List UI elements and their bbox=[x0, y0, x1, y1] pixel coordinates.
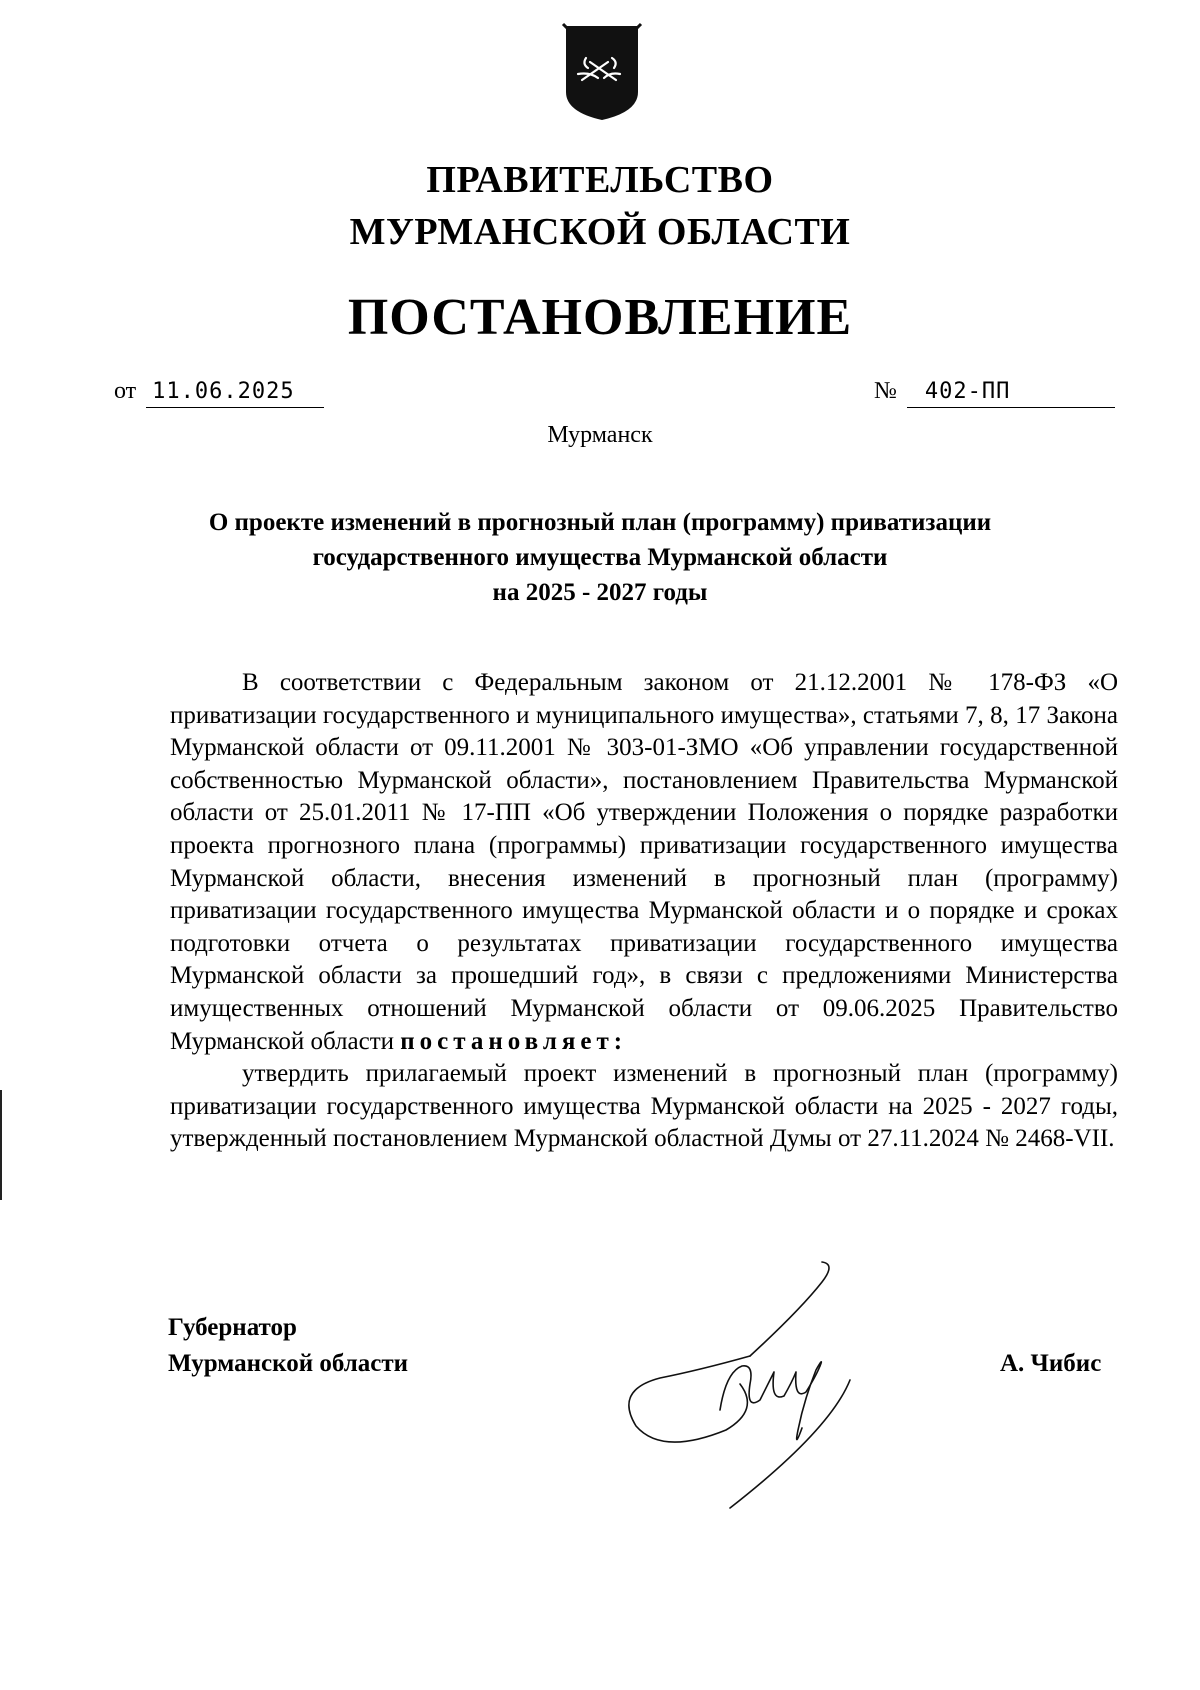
body-paragraph-1 bbox=[170, 667, 1118, 1058]
document-subject bbox=[150, 505, 1050, 610]
document-body bbox=[170, 667, 1118, 1156]
document-type: ПОСТАНОВЛЕНИЕ bbox=[347, 289, 853, 346]
number-prefix: № bbox=[874, 378, 897, 404]
date-prefix: от bbox=[114, 378, 137, 404]
subject-line-3: на 2025 - 2027 годы bbox=[492, 579, 708, 606]
document-number bbox=[874, 376, 1115, 408]
government-line-1: ПРАВИТЕЛЬСТВО bbox=[426, 159, 774, 201]
subject-line-1: О проекте изменений в прогнозный план (программу) приватизации bbox=[208, 509, 992, 536]
decree-word: постановляет: bbox=[400, 1027, 628, 1055]
role-line-2: Мурманской области bbox=[168, 1350, 409, 1377]
subject-line-2: государственного имущества Мурманской области bbox=[312, 544, 888, 571]
government-line-2: МУРМАНСКОЙ ОБЛАСТИ bbox=[349, 211, 851, 253]
signatory-name: А. Чибис bbox=[1000, 1350, 1102, 1377]
scan-margin-mark bbox=[0, 1090, 2, 1200]
role-line-1: Губернатор bbox=[168, 1314, 297, 1341]
date-value: 11.06.2025 bbox=[146, 377, 324, 408]
handwritten-signature bbox=[610, 1260, 900, 1510]
coat-of-arms-icon bbox=[560, 22, 644, 122]
city: Мурманск bbox=[547, 422, 653, 448]
signatory-role bbox=[168, 1310, 408, 1382]
government-title bbox=[0, 154, 1200, 258]
body-paragraph-2: утвердить прилагаемый проект изменений в прогнозный план (программу) приватизации государственного имущества Мурманской области на 2025 - 2027 годы, утвержденный постановлением Мурманской областной Думы от 27.11.2024 № 2468-VII. bbox=[170, 1060, 1118, 1153]
document-date bbox=[114, 376, 324, 408]
paragraph-1-text: В соответствии с Федеральным законом от 21.12.2001 № 178-ФЗ «О приватизации государственного и муниципального имущества», статьями 7, 8, 17 Закона Мурманской области от 09.11.2001 № 303-01-ЗМО «Об управлении государственной собственностью Мурманской области», постановлением Правительства Мурманской области от 25.01.2011 № 17-ПП «Об утверждении Положения о порядке разработки проекта прогнозного плана (программы) приватизации государственного имущества Мурманской области, внесения изменений в прогнозный план (программу) приватизации государственного имущества Мурманской области и о порядке и сроках подготовки отчета о результатах приватизации государственного имущества Мурманской области за прошедший год», в связи с предложениями Министерства имущественных отношений Мурманской области от 09.06.2025 Правительство Мурманской области bbox=[170, 669, 1118, 1055]
number-value: 402-ПП bbox=[907, 377, 1115, 408]
